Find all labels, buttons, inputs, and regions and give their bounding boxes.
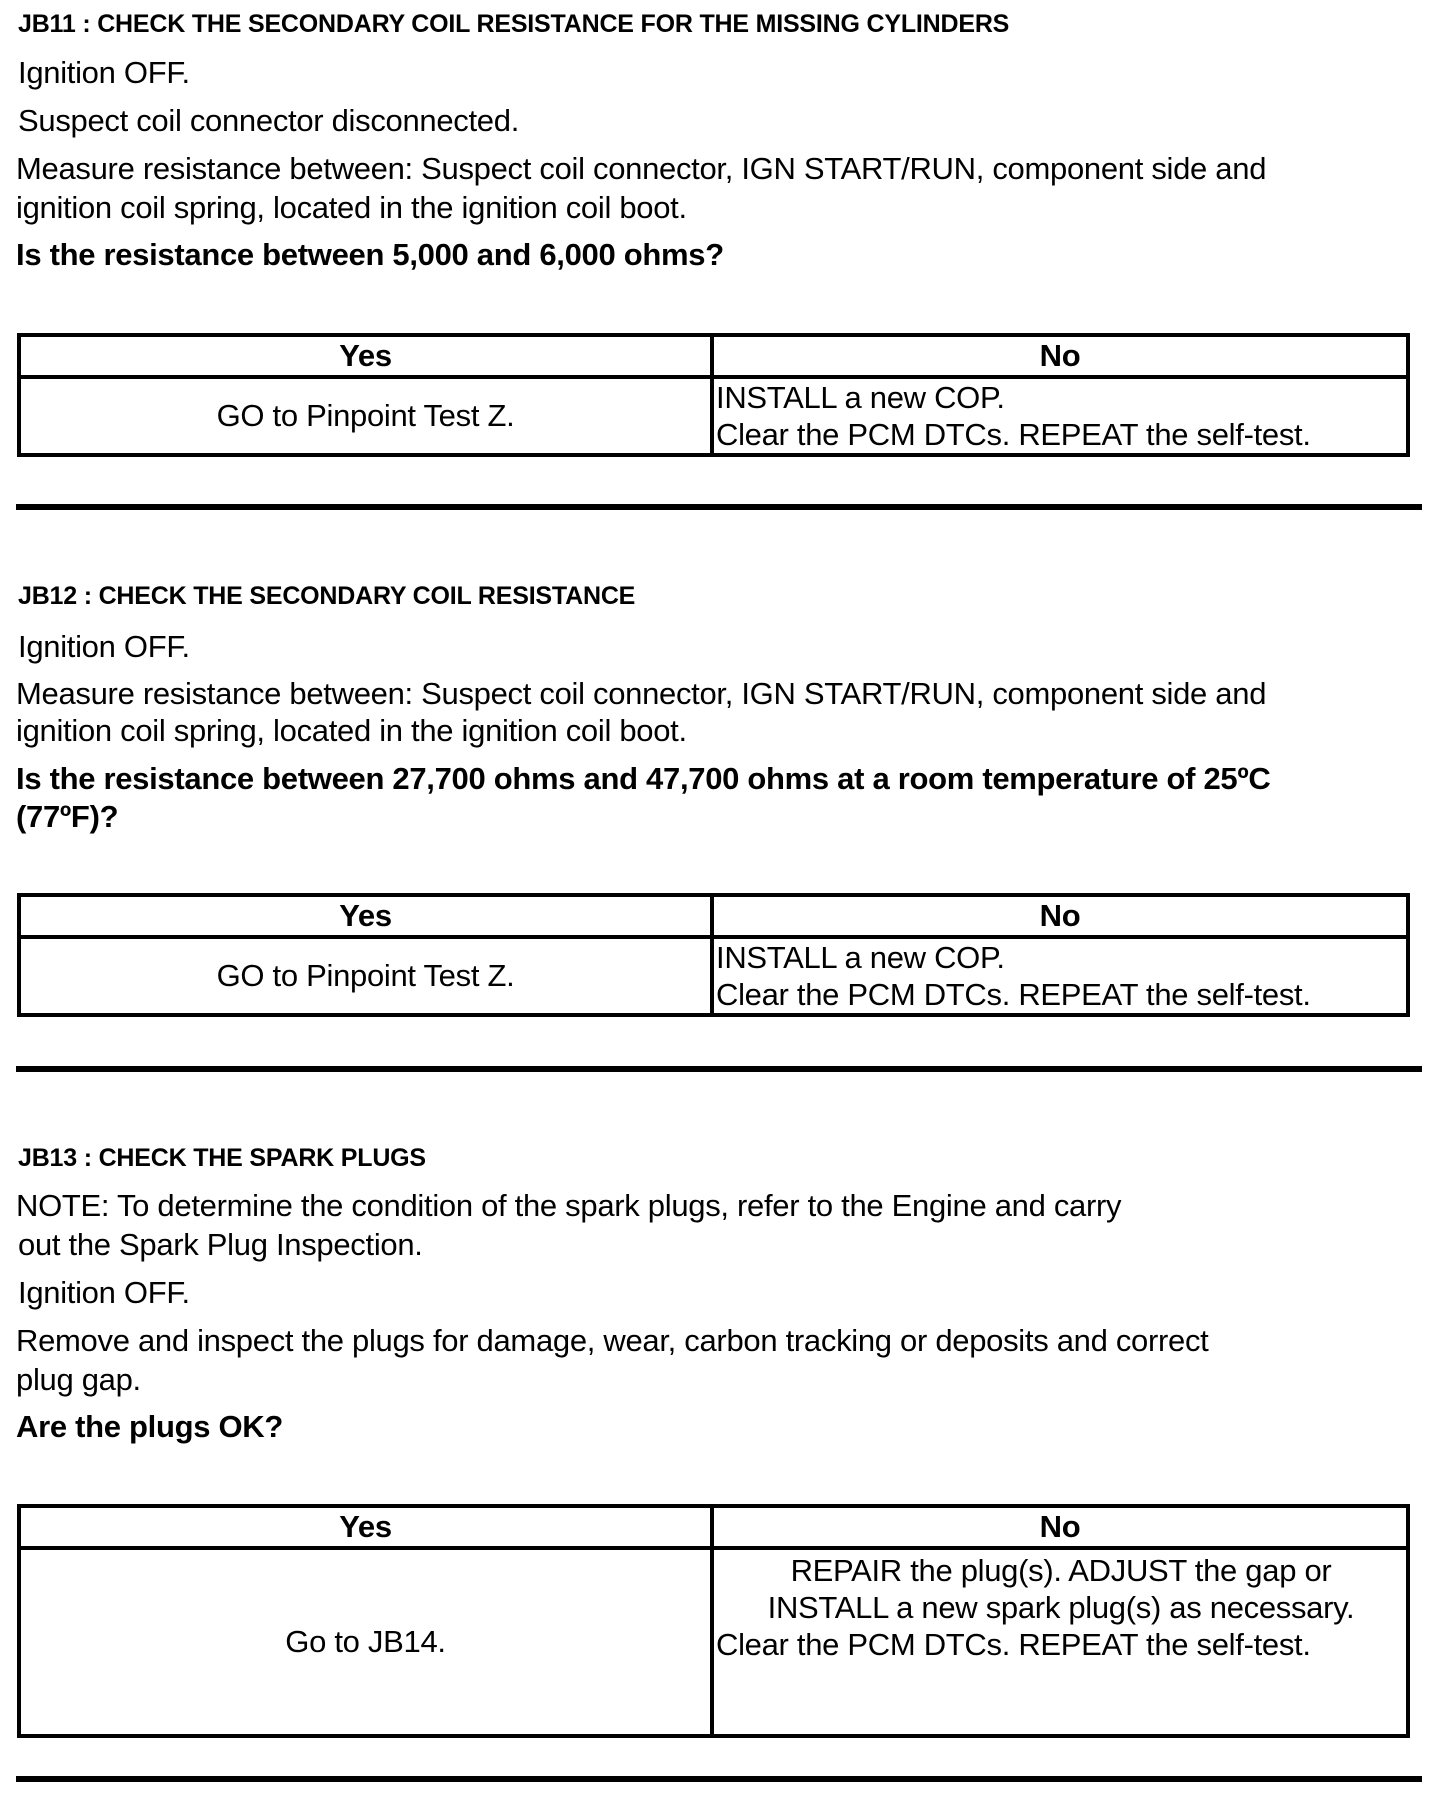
section-divider: [16, 1066, 1422, 1072]
no-action: [712, 937, 1408, 1015]
question-jb11: Is the resistance between 5,000 and 6,000 ohms?: [16, 237, 724, 272]
yes-action-link[interactable]: Go to JB14.: [285, 1624, 446, 1659]
step-remove-inspect-line2: plug gap.: [16, 1362, 141, 1397]
header-no: No: [712, 895, 1408, 937]
step-measure-line2: ignition coil spring, located in the ignition coil boot.: [16, 713, 687, 748]
header-no: No: [712, 1506, 1408, 1548]
no-action: [712, 1548, 1408, 1736]
no-action-line: INSTALL a new spark plug(s) as necessary.: [767, 1590, 1355, 1625]
section-divider: [16, 1776, 1422, 1782]
section-divider: [16, 504, 1422, 510]
yes-no-table-jb11: [17, 333, 1410, 457]
yes-action-link[interactable]: GO to Pinpoint Test Z.: [216, 398, 515, 433]
header-yes: Yes: [19, 895, 712, 937]
section-heading-jb12: JB12 : CHECK THE SECONDARY COIL RESISTANCE: [18, 582, 636, 610]
question-jb12-line1: Is the resistance between 27,700 ohms and 47,700 ohms at a room temperature of 25ºC: [16, 761, 1271, 796]
step-measure-line2: ignition coil spring, located in the ignition coil boot.: [16, 190, 687, 225]
yes-action: [19, 1548, 712, 1736]
step-coil-disconnected: Suspect coil connector disconnected.: [18, 103, 520, 138]
step-remove-inspect-line1: Remove and inspect the plugs for damage, wear, carbon tracking or deposits and correct: [16, 1323, 1209, 1358]
no-action-line: REPAIR the plug(s). ADJUST the gap or: [790, 1553, 1332, 1588]
yes-no-table-jb13: [17, 1504, 1410, 1738]
section-heading-jb13: JB13 : CHECK THE SPARK PLUGS: [18, 1144, 426, 1172]
step-ignition-off: Ignition OFF.: [18, 55, 190, 90]
header-yes: Yes: [19, 335, 712, 377]
note-line1: NOTE: To determine the condition of the spark plugs, refer to the Engine and carry: [16, 1188, 1122, 1223]
step-measure-line1: Measure resistance between: Suspect coil connector, IGN START/RUN, component side and: [16, 676, 1267, 711]
question-jb13: Are the plugs OK?: [16, 1409, 284, 1444]
no-action-line: INSTALL a new COP.: [716, 380, 1005, 415]
step-ignition-off: Ignition OFF.: [18, 1275, 190, 1310]
no-action-line: Clear the PCM DTCs. REPEAT the self-test.: [716, 1627, 1311, 1662]
no-action-line: Clear the PCM DTCs. REPEAT the self-test.: [716, 977, 1311, 1012]
yes-no-table-jb12: [17, 893, 1410, 1017]
yes-action: [19, 377, 712, 455]
section-heading-jb11: JB11 : CHECK THE SECONDARY COIL RESISTANCE FOR THE MISSING CYLINDERS: [18, 10, 1010, 38]
yes-action-link[interactable]: GO to Pinpoint Test Z.: [216, 958, 515, 993]
no-action: [712, 377, 1408, 455]
step-ignition-off: Ignition OFF.: [18, 629, 190, 664]
question-jb12-line2: (77ºF)?: [16, 799, 119, 834]
no-action-line: Clear the PCM DTCs. REPEAT the self-test.: [716, 417, 1311, 452]
yes-action: [19, 937, 712, 1015]
header-yes: Yes: [19, 1506, 712, 1548]
note-line2: out the Spark Plug Inspection.: [18, 1227, 423, 1262]
no-action-line: INSTALL a new COP.: [716, 940, 1005, 975]
step-measure-line1: Measure resistance between: Suspect coil connector, IGN START/RUN, component side and: [16, 151, 1267, 186]
header-no: No: [712, 335, 1408, 377]
